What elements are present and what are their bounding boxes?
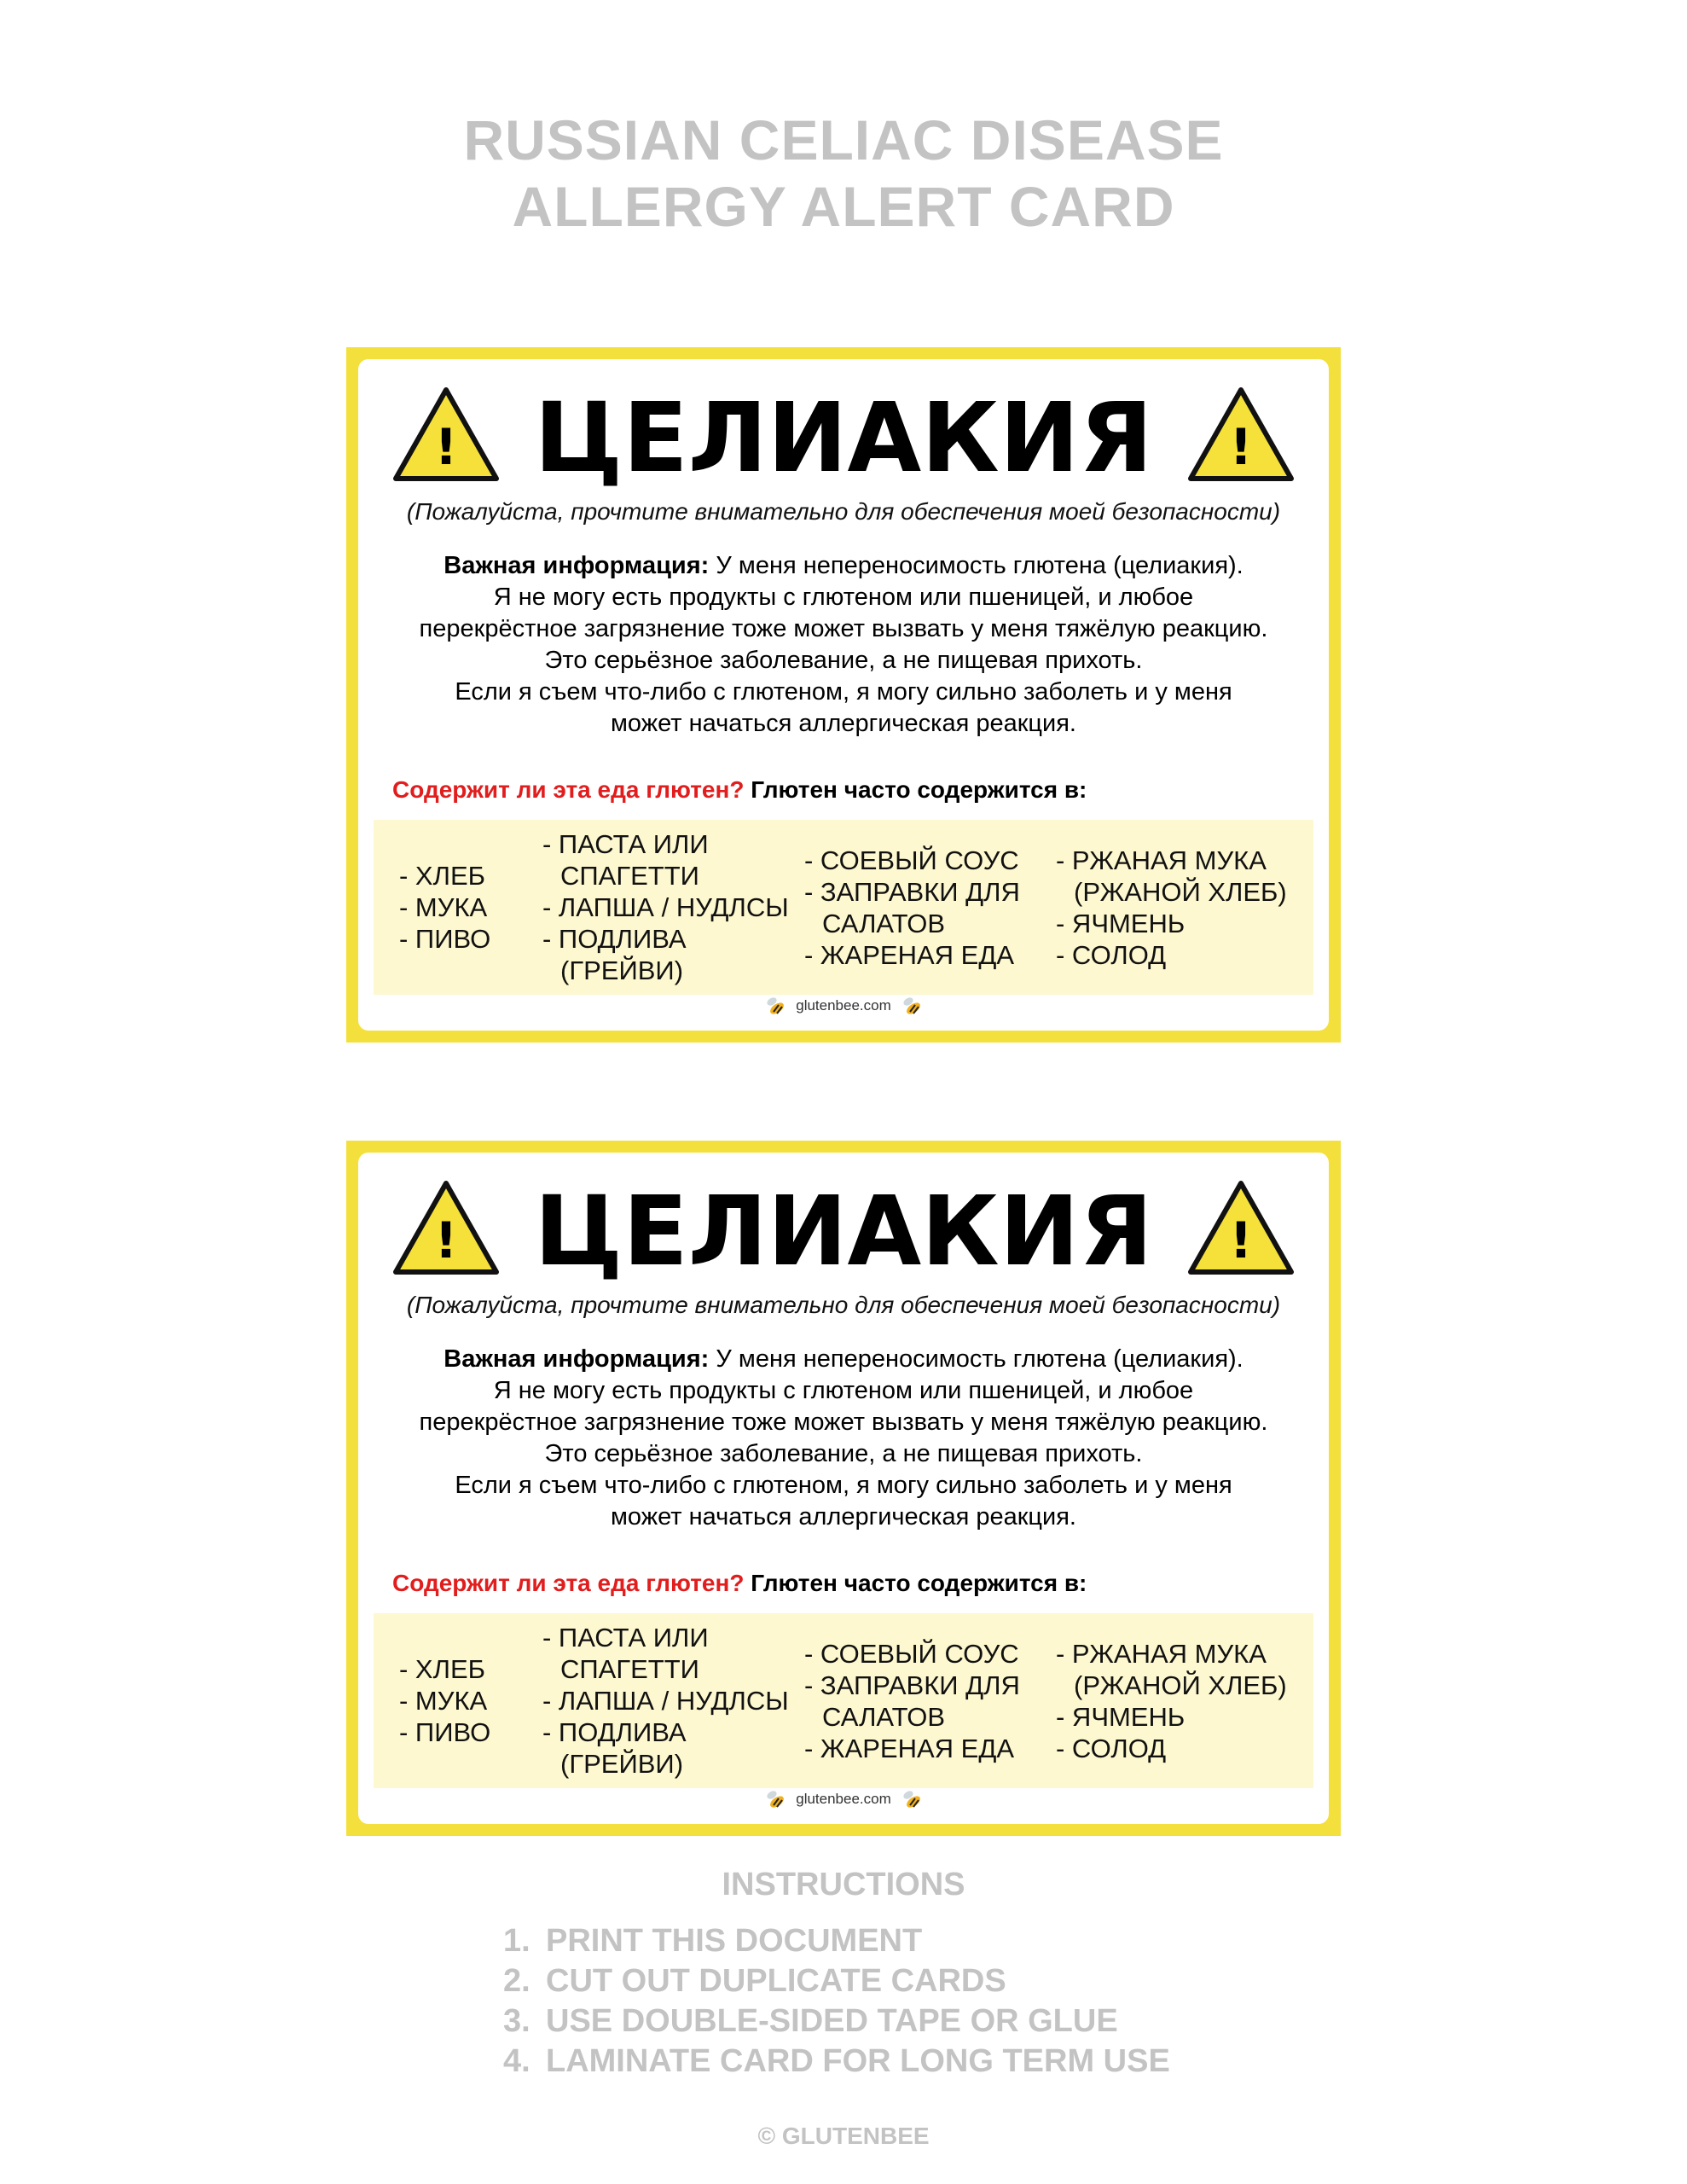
gluten-sources-column-1 <box>399 1613 527 1788</box>
list-item: - ХЛЕБ <box>399 1654 485 1684</box>
card-inner <box>358 359 1329 1031</box>
list-item: - МУКА <box>399 1686 488 1716</box>
list-item: - ПИВО <box>399 1717 491 1747</box>
body-line-3: перекрёстное загрязнение тоже может вызвать у меня тяжёлую реакцию. <box>419 615 1268 642</box>
list-item: - СОЛОД <box>1056 1733 1167 1763</box>
gluten-sources-column-1 <box>399 820 527 995</box>
warning-triangle-icon <box>1186 1178 1296 1277</box>
alert-card-1 <box>346 347 1341 1043</box>
alert-card-2 <box>346 1141 1341 1836</box>
gluten-sources-column-4 <box>1056 820 1303 995</box>
body-line-5: Если я съем что-либо с глютеном, я могу сильно заболеть и у меня <box>455 678 1232 706</box>
bee-icon <box>765 1790 786 1809</box>
card-body <box>375 1344 1312 1533</box>
card-subtitle: (Пожалуйста, прочтите внимательно для обеспечения моей безопасности) <box>406 1292 1281 1318</box>
list-item: - ХЛЕБ <box>399 861 485 891</box>
list-item: - МУКА <box>399 892 488 922</box>
body-line-5: Если я съем что-либо с глютеном, я могу сильно заболеть и у меня <box>455 1472 1232 1499</box>
page-title-line-1: RUSSIAN CELIAC DISEASE <box>463 108 1224 171</box>
list-item: - ЛАПША / НУДЛСЫ <box>542 1686 789 1716</box>
list-item: - РЖАНАЯ МУКА (РЖАНОЙ ХЛЕБ) <box>1056 1638 1287 1700</box>
gluten-sources-column-3 <box>804 1613 1052 1788</box>
gluten-sources-column-4 <box>1056 1613 1303 1788</box>
list-item: - ПИВО <box>399 924 491 954</box>
body-line-3: перекрёстное загрязнение тоже может вызвать у меня тяжёлую реакцию. <box>419 1409 1268 1436</box>
warning-mark: ! <box>1229 1211 1253 1269</box>
list-item: - ЗАПРАВКИ ДЛЯ САЛАТОВ <box>804 1670 1020 1732</box>
footer-site-text: glutenbee.com <box>796 997 891 1014</box>
card-title: ЦЕЛИАКИЯ <box>534 383 1153 494</box>
page-title-line-2: ALLERGY ALERT CARD <box>512 175 1175 238</box>
body-line-2: Я не могу есть продукты с глютеном или пшеницей, и любое <box>493 584 1194 611</box>
body-line-1-text: У меня непереносимость глютена (целиакия). <box>709 552 1244 579</box>
page-title <box>0 107 1687 240</box>
important-label: Важная информация: <box>443 552 710 579</box>
list-item: - СОЕВЫЙ СОУС <box>804 1638 1019 1669</box>
list-item: - ПОДЛИВА (ГРЕЙВИ) <box>542 924 687 985</box>
warning-mark: ! <box>434 418 458 476</box>
body-line-4: Это серьёзное заболевание, а не пищевая прихоть. <box>544 647 1143 674</box>
body-line-4: Это серьёзное заболевание, а не пищевая прихоть. <box>544 1440 1143 1467</box>
list-item: - ПАСТА ИЛИ СПАГЕТТИ <box>542 1623 709 1684</box>
card-inner <box>358 1153 1329 1824</box>
list-item: - ПОДЛИВА (ГРЕЙВИ) <box>542 1717 687 1779</box>
warning-mark: ! <box>1229 418 1253 476</box>
list-item: 4. LAMINATE CARD FOR LONG TERM USE <box>503 2043 1170 2079</box>
important-label: Важная информация: <box>443 1345 710 1373</box>
card-footer <box>358 995 1329 1017</box>
card-subtitle: (Пожалуйста, прочтите внимательно для обеспечения моей безопасности) <box>406 498 1281 525</box>
body-line-1-text: У меня непереносимость глютена (целиакия). <box>709 1345 1244 1373</box>
list-item: - РЖАНАЯ МУКА (РЖАНОЙ ХЛЕБ) <box>1056 845 1287 907</box>
copyright: © GLUTENBEE <box>757 2123 930 2149</box>
bee-icon <box>901 996 922 1015</box>
gluten-question <box>392 775 1087 804</box>
gluten-question <box>392 1569 1087 1598</box>
list-item: - ЖАРЕНАЯ ЕДА <box>804 1733 1015 1763</box>
footer-site-text: glutenbee.com <box>796 1791 891 1807</box>
gluten-sources-column-2 <box>542 1613 798 1788</box>
gluten-sources-box <box>374 1613 1313 1788</box>
body-line-2: Я не могу есть продукты с глютеном или пшеницей, и любое <box>493 1377 1194 1404</box>
question-red-text: Содержит ли эта еда глютен? <box>392 776 745 803</box>
warning-mark: ! <box>434 1211 458 1269</box>
body-line-6: может начаться аллергическая реакция. <box>610 1503 1076 1531</box>
list-item: - ЯЧМЕНЬ <box>1056 908 1186 938</box>
list-item: 1. PRINT THIS DOCUMENT <box>503 1923 923 1959</box>
question-text: Глютен часто содержится в: <box>744 776 1087 803</box>
instructions-list <box>503 1921 1170 2082</box>
warning-triangle-icon <box>1186 385 1296 484</box>
list-item: - СОЕВЫЙ СОУС <box>804 845 1019 875</box>
card-title: ЦЕЛИАКИЯ <box>534 1176 1153 1287</box>
gluten-sources-column-3 <box>804 820 1052 995</box>
list-item: - СОЛОД <box>1056 939 1167 970</box>
list-item: - ЯЧМЕНЬ <box>1056 1701 1186 1732</box>
card-body <box>375 550 1312 740</box>
list-item: - ЛАПША / НУДЛСЫ <box>542 892 789 922</box>
bee-icon <box>901 1790 922 1809</box>
body-line-1 <box>375 550 1312 582</box>
body-line-1 <box>375 1344 1312 1375</box>
question-text: Глютен часто содержится в: <box>744 1570 1087 1596</box>
list-item: 3. USE DOUBLE-SIDED TAPE OR GLUE <box>503 2003 1118 2039</box>
list-item: - ЖАРЕНАЯ ЕДА <box>804 939 1015 970</box>
bee-icon <box>765 996 786 1015</box>
card-footer <box>358 1788 1329 1810</box>
gluten-sources-box <box>374 820 1313 995</box>
list-item: - ПАСТА ИЛИ СПАГЕТТИ <box>542 829 709 891</box>
instructions-title: INSTRUCTIONS <box>722 1867 965 1902</box>
list-item: 2. CUT OUT DUPLICATE CARDS <box>503 1963 1006 1999</box>
question-red-text: Содержит ли эта еда глютен? <box>392 1570 745 1596</box>
gluten-sources-column-2 <box>542 820 798 995</box>
body-line-6: может начаться аллергическая реакция. <box>610 710 1076 737</box>
list-item: - ЗАПРАВКИ ДЛЯ САЛАТОВ <box>804 876 1020 938</box>
